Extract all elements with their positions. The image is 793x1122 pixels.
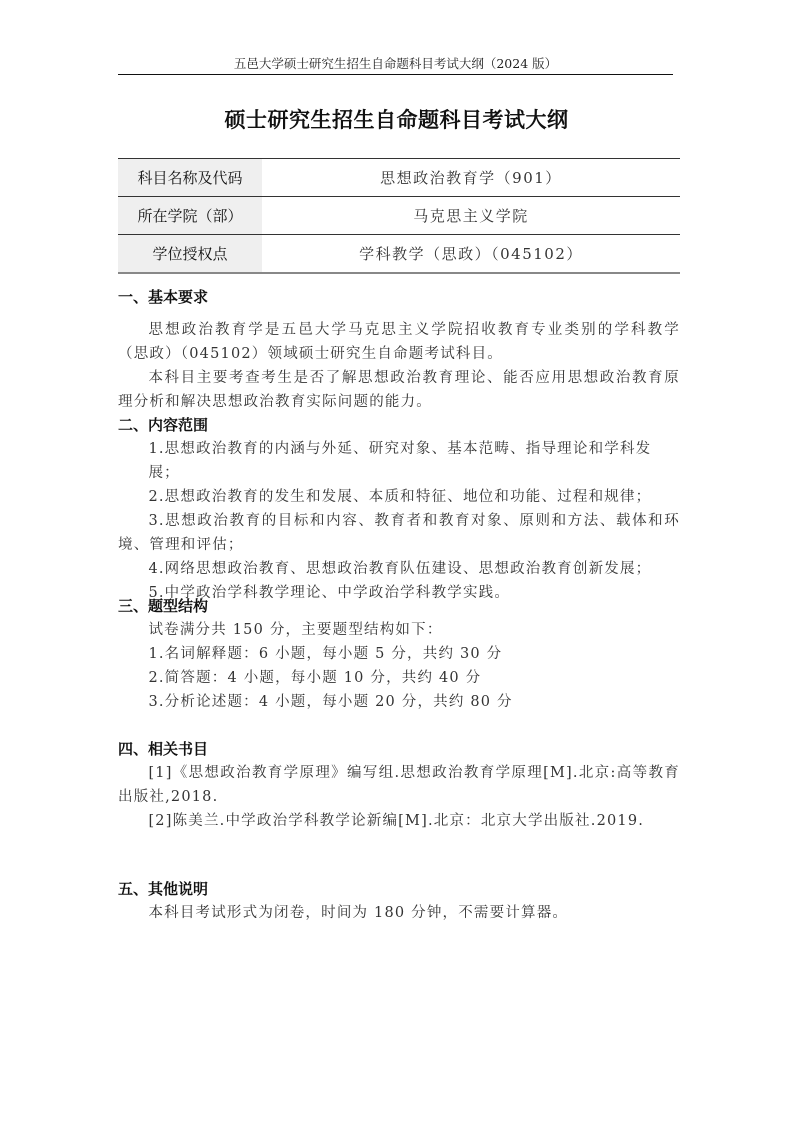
section-heading: 三、题型结构 bbox=[118, 597, 209, 615]
header-rule bbox=[118, 74, 673, 75]
note-text: 本科目考试形式为闭卷，时间为 180 分钟，不需要计算器。 bbox=[148, 905, 569, 921]
list-item: 3.思想政治教育的目标和内容、教育者和教育对象、原则和方法、载体和环境、管理和评估； bbox=[118, 513, 680, 553]
list-item: 2.简答题：4 小题，每小题 10 分，共约 40 分 bbox=[148, 670, 482, 686]
table-row bbox=[118, 159, 680, 197]
section-heading: 一、基本要求 bbox=[118, 288, 209, 306]
row-label: 所在学院（部） bbox=[118, 197, 262, 235]
row-label: 科目名称及代码 bbox=[118, 159, 262, 197]
section-other-notes bbox=[118, 877, 680, 925]
list-item: 3.分析论述题：4 小题，每小题 20 分，共约 80 分 bbox=[148, 694, 513, 710]
list-item: 4.网络思想政治教育、思想政治教育队伍建设、思想政治教育创新发展； bbox=[148, 561, 652, 577]
section-content-scope bbox=[118, 413, 680, 605]
section-question-structure bbox=[118, 594, 680, 714]
row-value: 思想政治教育学（901） bbox=[262, 159, 680, 197]
structure-intro: 试卷满分共 150 分，主要题型结构如下： bbox=[148, 622, 443, 638]
reference-item: [1]《思想政治教育学原理》编写组.思想政治教育学原理[M].北京:高等教育出版社,2018. bbox=[118, 765, 680, 805]
section-heading: 五、其他说明 bbox=[118, 880, 209, 898]
row-label: 学位授权点 bbox=[118, 235, 262, 273]
paragraph: 思想政治教育学是五邑大学马克思主义学院招收教育专业类别的学科教学（思政）（045102）领域硕士研究生自命题考试科目。 bbox=[118, 322, 680, 362]
section-references bbox=[118, 737, 680, 833]
section-heading: 二、内容范围 bbox=[118, 416, 209, 434]
running-header: 五邑大学硕士研究生招生自命题科目考试大纲（2024 版） bbox=[233, 56, 558, 71]
reference-item: [2]陈美兰.中学政治学科教学论新编[M].北京：北京大学出版社.2019. bbox=[148, 813, 645, 829]
subject-info-table bbox=[118, 158, 680, 274]
row-value: 马克思主义学院 bbox=[262, 197, 680, 235]
section-basic-requirements bbox=[118, 285, 680, 414]
table-row bbox=[118, 197, 680, 235]
document-title: 硕士研究生招生自命题科目考试大纲 bbox=[224, 108, 569, 132]
list-item: 2.思想政治教育的发生和发展、本质和特征、地位和功能、过程和规律； bbox=[148, 489, 652, 505]
row-value: 学科教学（思政）（045102） bbox=[262, 235, 680, 273]
section-heading: 四、相关书目 bbox=[118, 740, 209, 758]
list-item: 1.思想政治教育的内涵与外延、研究对象、基本范畴、指导理论和学科发展； bbox=[148, 441, 652, 481]
list-item: 1.名词解释题：6 小题，每小题 5 分，共约 30 分 bbox=[148, 646, 503, 662]
paragraph: 本科目主要考查考生是否了解思想政治教育理论、能否应用思想政治教育原理分析和解决思想政治教育实际问题的能力。 bbox=[118, 370, 680, 410]
table-row bbox=[118, 235, 680, 273]
list-item: 5.中学政治学科教学理论、中学政治学科教学实践。 bbox=[148, 585, 511, 601]
